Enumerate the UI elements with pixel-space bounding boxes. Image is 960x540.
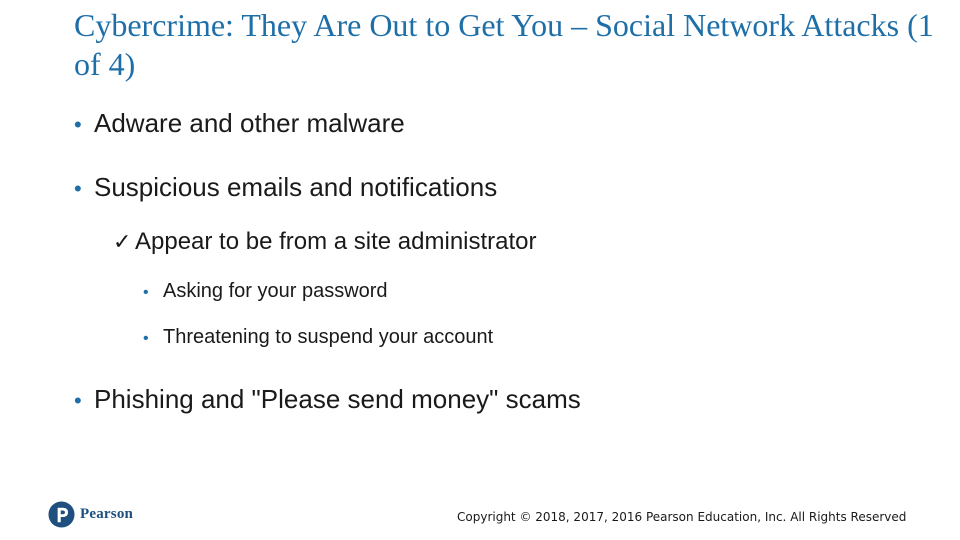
slide-title: Cybercrime: They Are Out to Get You – Social Network Attacks (1 of 4) [74, 7, 934, 82]
bullet-text: Phishing and "Please send money" scams [94, 384, 581, 414]
bullet-marker: • [74, 388, 82, 413]
pearson-logo [48, 501, 133, 528]
bullet-marker: • [143, 284, 149, 301]
bullet-item [74, 108, 405, 139]
bullet-marker: • [74, 112, 82, 137]
logo-text: Pearson [80, 506, 134, 522]
bullet-marker: • [143, 330, 149, 347]
bullet-item [74, 384, 581, 415]
bullet-item [74, 172, 497, 203]
sub-bullet-text: Appear to be from a site administrator [135, 228, 537, 255]
bullet-marker: • [74, 176, 82, 201]
bullet-text: Adware and other malware [94, 108, 405, 138]
sub-sub-bullet-text: Asking for your password [163, 280, 388, 302]
copyright-notice: Copyright © 2018, 2017, 2016 Pearson Education, Inc. All Rights Reserved [457, 510, 907, 524]
bullet-text: Suspicious emails and notifications [94, 172, 498, 202]
checkmark-icon: ✓ [113, 229, 132, 254]
sub-sub-bullet-item [143, 326, 493, 349]
sub-sub-bullet-item [143, 280, 388, 303]
pearson-logo-icon [48, 501, 75, 528]
sub-sub-bullet-text: Threatening to suspend your account [163, 326, 494, 348]
sub-bullet-item [113, 228, 537, 256]
